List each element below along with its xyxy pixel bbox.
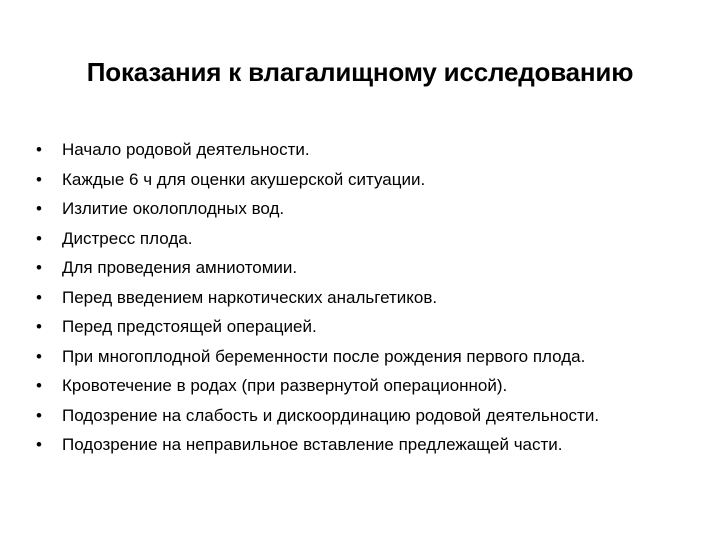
bullet-icon: • [36, 228, 42, 248]
list-item-text: При многоплодной беременности после рождения первого плода. [62, 346, 586, 366]
bullet-icon: • [36, 405, 42, 425]
list-item [36, 283, 696, 313]
bullet-icon: • [36, 169, 42, 189]
list-item-text: Каждые 6 ч для оценки акушерской ситуации. [62, 169, 426, 189]
list-item-text: Излитие околоплодных вод. [62, 199, 285, 218]
bullet-icon: • [36, 258, 42, 277]
list-item-text: Кровотечение в родах (при развернутой операционной). [62, 376, 508, 395]
bullet-icon: • [36, 199, 42, 218]
list-item [36, 224, 696, 254]
list-item-text: Для проведения амниотомии. [62, 258, 298, 277]
list-item-text: Перед введением наркотических анальгетиков. [62, 287, 438, 307]
list-item-text: Подозрение на слабость и дискоординацию родовой деятельности. [62, 405, 600, 425]
list-item-text: Перед предстоящей операцией. [62, 317, 317, 336]
slide-title: Показания к влагалищному исследованию [86, 57, 634, 87]
list-item [36, 312, 696, 342]
bullet-icon: • [36, 287, 42, 307]
bullet-list [36, 135, 696, 460]
bullet-icon: • [36, 346, 42, 366]
list-item-text: Подозрение на неправильное вставление предлежащей части. [62, 435, 563, 454]
bullet-icon: • [36, 140, 42, 159]
list-item [36, 342, 696, 372]
list-item [36, 401, 696, 431]
bullet-icon: • [36, 376, 42, 395]
bullet-icon: • [36, 435, 42, 454]
list-item [36, 165, 696, 195]
list-item [36, 253, 696, 283]
bullet-icon: • [36, 317, 42, 336]
list-item [36, 194, 696, 224]
list-item-text: Дистресс плода. [62, 228, 193, 248]
list-item [36, 371, 696, 401]
list-item-text: Начало родовой деятельности. [62, 140, 310, 159]
list-item [36, 135, 696, 165]
list-item [36, 430, 696, 460]
